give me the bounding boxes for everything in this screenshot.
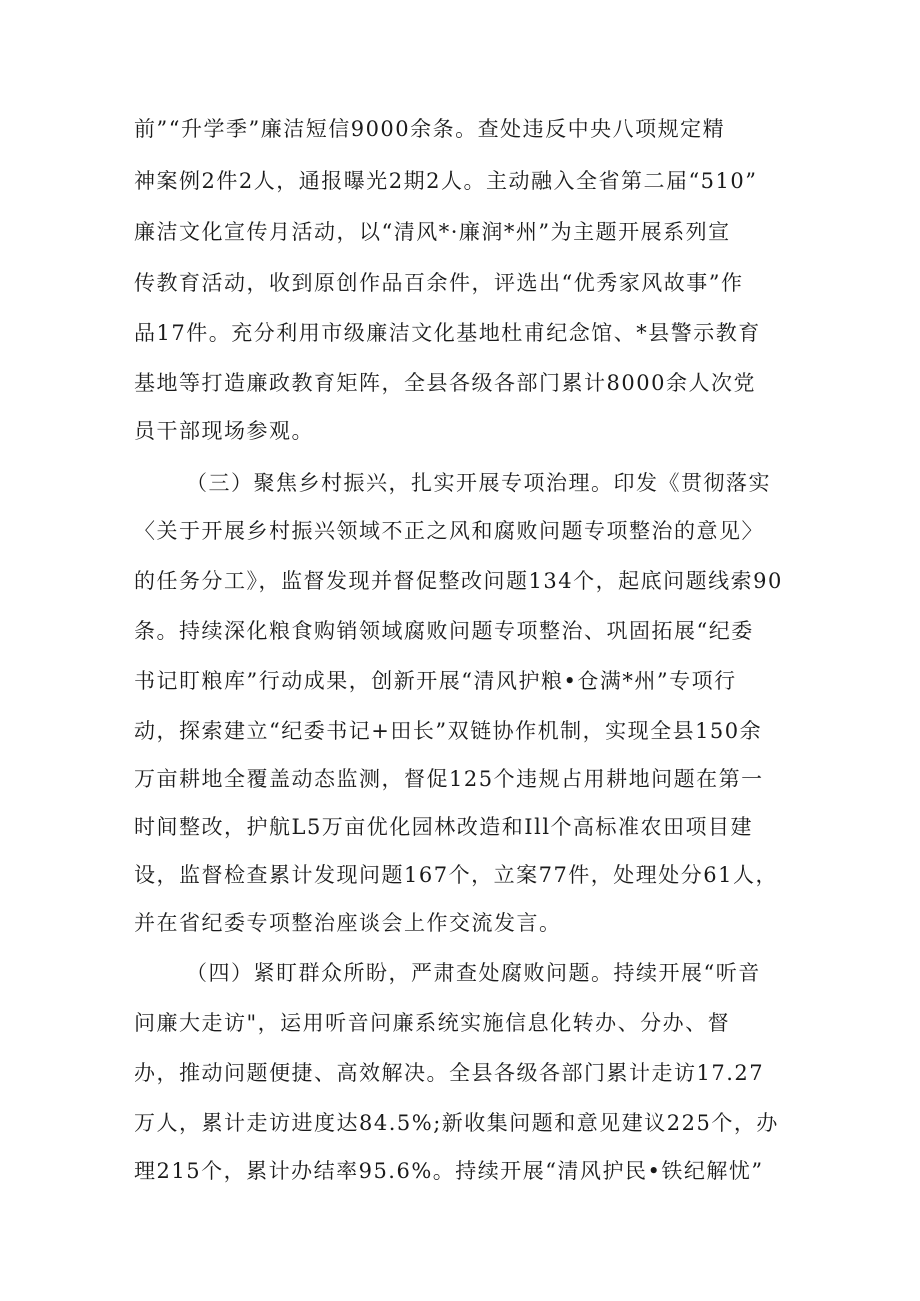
text-line: 基地等打造廉政教育矩阵，全县各级各部门累计8000余人次党: [134, 371, 756, 395]
text-line: 员干部现场参观。: [134, 419, 314, 443]
text-line: 品17件。充分利用市级廉洁文化基地杜甫纪念馆、*县警示教育: [134, 321, 761, 345]
text-line: 万人，累计走访进度达84.5%;新收集问题和意见建议225个，办: [134, 1111, 779, 1135]
text-line: 条。持续深化粮食购销领域腐败问题专项整治、巩固拓展“纪委: [134, 619, 754, 643]
section-heading-line: （四）紧盯群众所盼，严肃查处腐败问题。持续开展“听音: [186, 961, 761, 985]
text-line: 理215个，累计办结率95.6%。持续开展“清风护民•铁纪解忧”: [134, 1159, 764, 1183]
text-line: 传教育活动，收到原创作品百余件，评选出“优秀家风故事”作: [134, 271, 744, 295]
text-line: 神案例2件2人，通报曝光2期2人。主动融入全省第二届“510”: [134, 169, 758, 193]
text-line: 前”“升学季”廉洁短信9000余条。查处违反中央八项规定精: [134, 117, 726, 141]
text-line: 的任务分工》，监督发现并督促整改问题134个，起底问题线索90: [134, 569, 783, 593]
text-line: 书记盯粮库”行动成果，创新开展“清风护粮•仓满*州”专项行: [134, 669, 737, 693]
section-heading-line: （三）聚焦乡村振兴，扎实开展专项治理。印发《贯彻落实: [186, 471, 771, 495]
text-line: 〈关于开展乡村振兴领域不正之风和腐败问题专项整治的意见〉: [134, 519, 764, 543]
text-line: 问廉大走访"，运用听音问廉系统实施信息化转办、分办、督: [134, 1011, 731, 1035]
text-line: 时间整改，护航L5万亩优化园林改造和Ill个高标准农田项目建: [134, 815, 754, 839]
text-line: 廉洁文化宣传月活动，以“清风*·廉润*州”为主题开展系列宣: [134, 220, 731, 244]
text-line: 万亩耕地全覆盖动态监测，督促125个违规占用耕地问题在第一: [134, 767, 764, 791]
text-line: 动，探索建立“纪委书记+田长”双链协作机制，实现全县150余: [134, 719, 763, 743]
text-line: 设，监督检查累计发现问题167个，立案77件，处理处分61人，: [134, 863, 779, 887]
text-line: 并在省纪委专项整治座谈会上作交流发言。: [134, 911, 562, 935]
text-line: 办，推动问题便捷、高效解决。全县各级各部门累计走访17.27: [134, 1061, 765, 1085]
